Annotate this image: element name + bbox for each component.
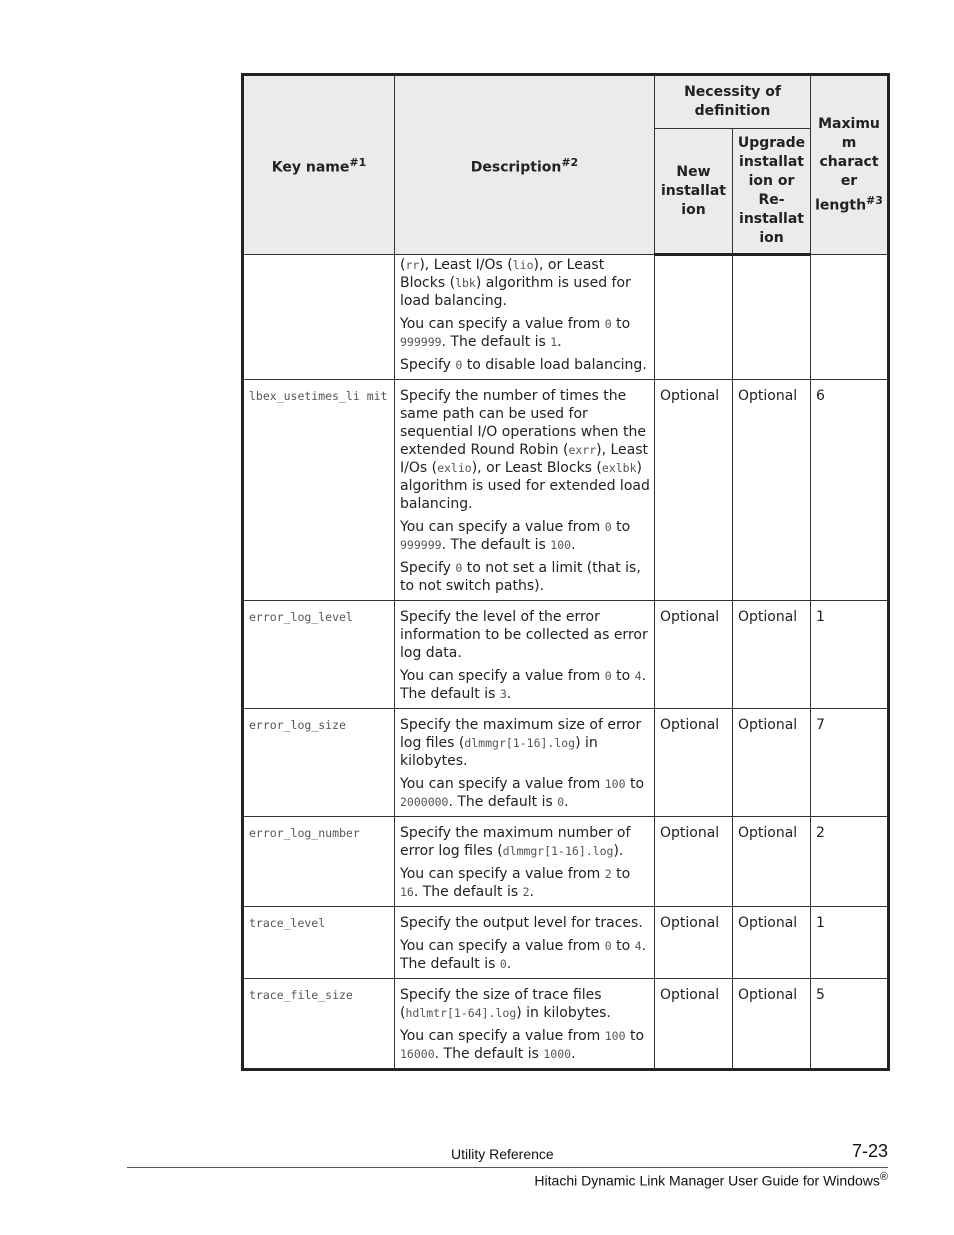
new-install-cell: Optional <box>655 979 733 1070</box>
code-value: 16 <box>400 885 414 899</box>
description-text: . The default is <box>441 537 551 553</box>
code-value: 0 <box>499 957 507 971</box>
max-length-cell: 6 <box>811 380 889 601</box>
upgrade-cell <box>733 255 811 380</box>
description-text: Specify the output level for traces. <box>400 915 643 931</box>
description-text: You can specify a value from <box>400 866 605 882</box>
upgrade-cell: Optional <box>733 817 811 907</box>
table-row <box>243 601 889 709</box>
new-install-cell: Optional <box>655 601 733 709</box>
max-length-cell: 2 <box>811 817 889 907</box>
max-length-cell <box>811 255 889 380</box>
description-text: ) in kilobytes. <box>400 735 598 769</box>
description-text: . The default is <box>400 668 647 702</box>
description-text: ). <box>613 843 624 859</box>
header-necessity: Necessity of definition <box>655 75 811 129</box>
description-text: Specify the size of trace files ( <box>400 987 602 1021</box>
description-text: Specify the maximum number of error log files ( <box>400 825 631 859</box>
description-text: to <box>625 776 645 792</box>
description-text: ), Least I/Os ( <box>419 257 513 273</box>
footer-section-title: Utility Reference <box>451 1146 554 1162</box>
description-paragraph <box>400 518 650 554</box>
description-text: Specify the number of times the same path can be used for sequential I/O operations when the extended Round Robin ( <box>400 388 646 458</box>
code-value: exlio <box>437 461 472 475</box>
key-name-cell: lbex_usetimes_li mit <box>243 380 395 601</box>
code-value: dlmmgr[1-16].log <box>464 736 576 750</box>
description-text: to disable load balancing. <box>462 357 647 373</box>
description-text: to <box>611 519 631 535</box>
description-text: Specify <box>400 357 456 373</box>
description-text: . <box>564 794 569 810</box>
description-paragraph <box>400 914 650 932</box>
description-cell <box>395 601 655 709</box>
upgrade-cell: Optional <box>733 380 811 601</box>
footer-document-title: Hitachi Dynamic Link Manager User Guide for Windows® <box>534 1171 888 1189</box>
description-text: . The default is <box>448 794 558 810</box>
description-text: to not set a limit (that is, to not switch paths). <box>400 560 641 594</box>
description-text: to <box>611 316 631 332</box>
description-paragraph <box>400 667 650 703</box>
description-text: ), or Least Blocks ( <box>471 460 602 476</box>
code-value: 0 <box>604 520 612 534</box>
code-value: 0 <box>604 317 612 331</box>
table-body <box>243 255 889 1070</box>
description-paragraph <box>400 256 650 310</box>
description-text: You can specify a value from <box>400 519 605 535</box>
code-value: 3 <box>499 687 507 701</box>
table-row <box>243 380 889 601</box>
code-value: lio <box>512 258 534 272</box>
description-paragraph <box>400 1027 650 1063</box>
code-value: 999999 <box>400 335 442 349</box>
description-text: ) in kilobytes. <box>516 1005 611 1021</box>
description-text: You can specify a value from <box>400 316 605 332</box>
table-row <box>243 979 889 1070</box>
header-max-length: Maximu m charact er length$^{\#3}$ <box>811 75 889 255</box>
key-name-cell <box>243 255 395 380</box>
table-row <box>243 907 889 979</box>
description-paragraph <box>400 824 650 860</box>
description-cell <box>395 817 655 907</box>
upgrade-cell: Optional <box>733 601 811 709</box>
key-name-cell: error_log_number <box>243 817 395 907</box>
description-cell <box>395 255 655 380</box>
code-value: lbk <box>455 276 476 290</box>
header-key-name: Key name$^{\#1}$ <box>243 75 395 255</box>
description-text: ) algorithm is used for extended load balancing. <box>400 460 650 512</box>
description-text: . <box>506 686 512 702</box>
description-text: . <box>557 334 562 350</box>
code-value: 0 <box>604 669 612 683</box>
code-value: exlbk <box>601 461 637 475</box>
description-paragraph <box>400 865 650 901</box>
description-text: . The default is <box>413 884 523 900</box>
new-install-cell: Optional <box>655 907 733 979</box>
key-name-cell: error_log_size <box>243 709 395 817</box>
description-text: ), Least I/Os ( <box>400 442 649 476</box>
code-value: 0 <box>455 561 463 575</box>
description-paragraph <box>400 716 650 770</box>
description-text: . The default is <box>434 1046 544 1062</box>
parameter-table <box>241 73 890 1071</box>
description-text: ), or Least Blocks ( <box>400 257 605 291</box>
code-value: 100 <box>604 777 626 791</box>
code-value: rr <box>405 258 420 272</box>
description-text: to <box>611 866 631 882</box>
new-install-cell <box>655 255 733 380</box>
page-number: 7-23 <box>851 1141 888 1161</box>
description-text: . <box>571 537 576 553</box>
upgrade-cell: Optional <box>733 907 811 979</box>
upgrade-cell: Optional <box>733 979 811 1070</box>
code-value: 100 <box>550 538 572 552</box>
code-value: 1000 <box>543 1047 572 1061</box>
description-text: . The default is <box>441 334 551 350</box>
new-install-cell: Optional <box>655 709 733 817</box>
key-name-cell: trace_file_size <box>243 979 395 1070</box>
upgrade-cell: Optional <box>733 709 811 817</box>
code-value: 2 <box>522 885 530 899</box>
code-value: 100 <box>604 1029 626 1043</box>
new-install-cell: Optional <box>655 817 733 907</box>
header-description: Description$^{\#2}$ <box>395 75 655 255</box>
key-name-cell: error_log_level <box>243 601 395 709</box>
code-value: 1 <box>550 335 558 349</box>
description-paragraph <box>400 559 650 595</box>
description-paragraph <box>400 387 650 513</box>
description-paragraph <box>400 986 650 1022</box>
code-value: exrr <box>568 443 597 457</box>
description-text: Specify the maximum size of error log files ( <box>400 717 642 751</box>
description-text: You can specify a value from <box>400 1028 605 1044</box>
description-text: You can specify a value from <box>400 938 605 954</box>
description-text: to <box>625 1028 645 1044</box>
description-text: Specify <box>400 560 456 576</box>
description-cell <box>395 979 655 1070</box>
footer-divider <box>127 1167 888 1168</box>
table-row <box>243 255 889 380</box>
description-text: to <box>611 668 635 684</box>
header-upgrade: Upgrade installat ion or Re- installat ion <box>733 129 811 255</box>
description-paragraph <box>400 356 650 374</box>
max-length-cell: 1 <box>811 907 889 979</box>
description-cell <box>395 709 655 817</box>
code-value: 2000000 <box>400 795 449 809</box>
description-text: to <box>611 938 635 954</box>
description-text: . The default is <box>400 938 647 972</box>
description-text: You can specify a value from <box>400 776 605 792</box>
description-text: ) algorithm is used for load balancing. <box>400 275 631 309</box>
code-value: 999999 <box>400 538 442 552</box>
description-text: ( <box>400 257 406 273</box>
code-value: 2 <box>604 867 612 881</box>
description-text: . <box>529 884 534 900</box>
code-value: 4 <box>634 669 642 683</box>
table-row <box>243 817 889 907</box>
description-text: You can specify a value from <box>400 668 605 684</box>
code-value: 4 <box>634 939 642 953</box>
description-paragraph <box>400 937 650 973</box>
code-value: 0 <box>455 358 463 372</box>
max-length-cell: 1 <box>811 601 889 709</box>
table-row <box>243 709 889 817</box>
description-paragraph <box>400 608 650 662</box>
description-cell <box>395 907 655 979</box>
max-length-cell: 7 <box>811 709 889 817</box>
code-value: hdlmtr[1-64].log <box>405 1006 517 1020</box>
description-text: Specify the level of the error information to be collected as error log data. <box>400 609 648 661</box>
code-value: 0 <box>604 939 612 953</box>
description-text: . <box>571 1046 576 1062</box>
new-install-cell: Optional <box>655 380 733 601</box>
code-value: 16000 <box>400 1047 435 1061</box>
description-text: . <box>506 956 512 972</box>
description-paragraph <box>400 775 650 811</box>
header-new-install: New installat ion <box>655 129 733 255</box>
code-value: 0 <box>557 795 565 809</box>
code-value: dlmmgr[1-16].log <box>502 844 614 858</box>
key-name-cell: trace_level <box>243 907 395 979</box>
description-cell <box>395 380 655 601</box>
description-paragraph <box>400 315 650 351</box>
max-length-cell: 5 <box>811 979 889 1070</box>
